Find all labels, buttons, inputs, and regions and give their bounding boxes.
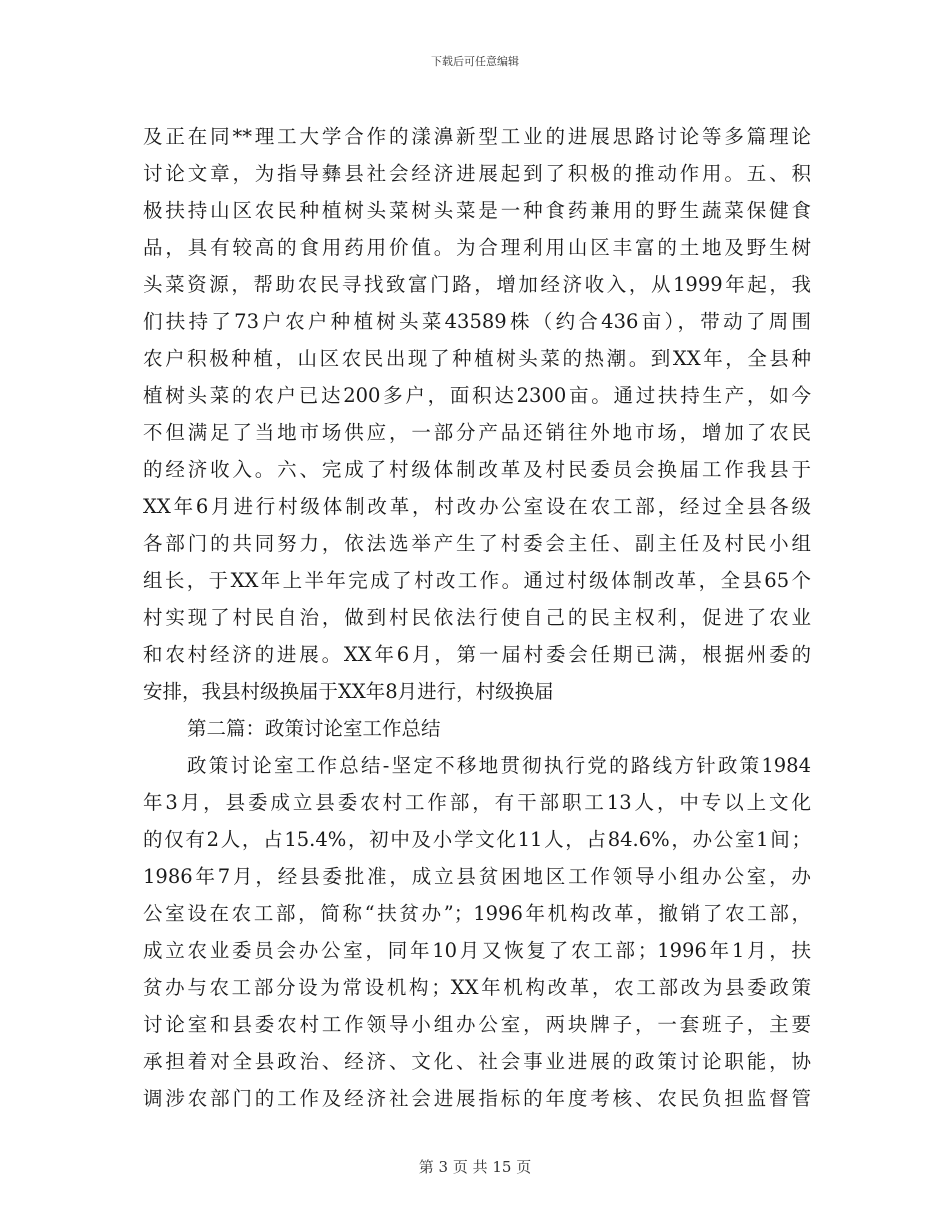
page-footer: 第 3 页 共 15 页 [418,1158,532,1176]
page-header: 下载后可任意编辑 [431,55,519,68]
section-title: 第二篇：政策讨论室工作总结 [187,717,441,740]
body-line: 讨论文章，为指导彝县社会经济进展起到了积极的推动作用。五、积 [143,162,811,185]
body-line: 头菜资源，帮助农民寻找致富门路，增加经济收入，从1999年起，我 [143,273,811,296]
body-line: 植树头菜的农户已达200多户，面积达2300亩。通过扶持生产，如今 [143,384,811,407]
section-line: 年3月，县委成立县委农村工作部，有干部职工13人，中专以上文化 [143,791,811,814]
section-line: 公室设在农工部，简称“扶贫办”；1996年机构改革，撤销了农工部， [143,902,811,925]
body-line: 们扶持了73户农户种植树头菜43589株（约合436亩），带动了周围 [143,310,811,333]
section-line: 承担着对全县政治、经济、文化、社会事业进展的政策讨论职能，协 [143,1050,811,1073]
body-line: 各部门的共同努力，依法选举产生了村委会主任、副主任及村民小组 [143,532,811,555]
body-line: 村实现了村民自治，做到村民依法行使自己的民主权利，促进了农业 [143,606,811,629]
body-line: 和农村经济的进展。XX年6月，第一届村委会任期已满，根据州委的 [143,643,811,666]
body-line: 农户积极种植，山区农民出现了种植树头菜的热潮。到XX年，全县种 [143,347,811,370]
body-line: 及正在同**理工大学合作的漾濞新型工业的进展思路讨论等多篇理论 [143,125,811,148]
body-line: 安排，我县村级换届于XX年8月进行，村级换届 [143,680,554,703]
body-line: 不但满足了当地市场供应，一部分产品还销往外地市场，增加了农民 [143,421,811,444]
section-line: 调涉农部门的工作及经济社会进展指标的年度考核、农民负担监督管 [143,1087,811,1110]
section-line: 政策讨论室工作总结-坚定不移地贯彻执行党的路线方针政策1984 [187,754,811,777]
body-line: XX年6月进行村级体制改革，村改办公室设在农工部，经过全县各级 [143,495,811,518]
section-line: 讨论室和县委农村工作领导小组办公室，两块牌子，一套班子，主要 [143,1013,811,1036]
body-line: 的经济收入。六、完成了村级体制改革及村民委员会换届工作我县于 [143,458,811,481]
body-line: 极扶持山区农民种植树头菜树头菜是一种食药兼用的野生蔬菜保健食 [143,199,811,222]
body-line: 品，具有较高的食用药用价值。为合理利用山区丰富的土地及野生树 [143,236,811,259]
section-line: 的仅有2人，占15.4%，初中及小学文化11人，占84.6%，办公室1间； [143,828,811,851]
section-line: 1986年7月，经县委批准，成立县贫困地区工作领导小组办公室，办 [143,865,811,888]
section-line: 成立农业委员会办公室，同年10月又恢复了农工部；1996年1月，扶 [143,939,811,962]
section-line: 贫办与农工部分设为常设机构；XX年机构改革，农工部改为县委政策 [143,976,811,999]
body-line: 组长，于XX年上半年完成了村改工作。通过村级体制改革，全县65个 [143,569,811,592]
document-body [143,118,811,1117]
